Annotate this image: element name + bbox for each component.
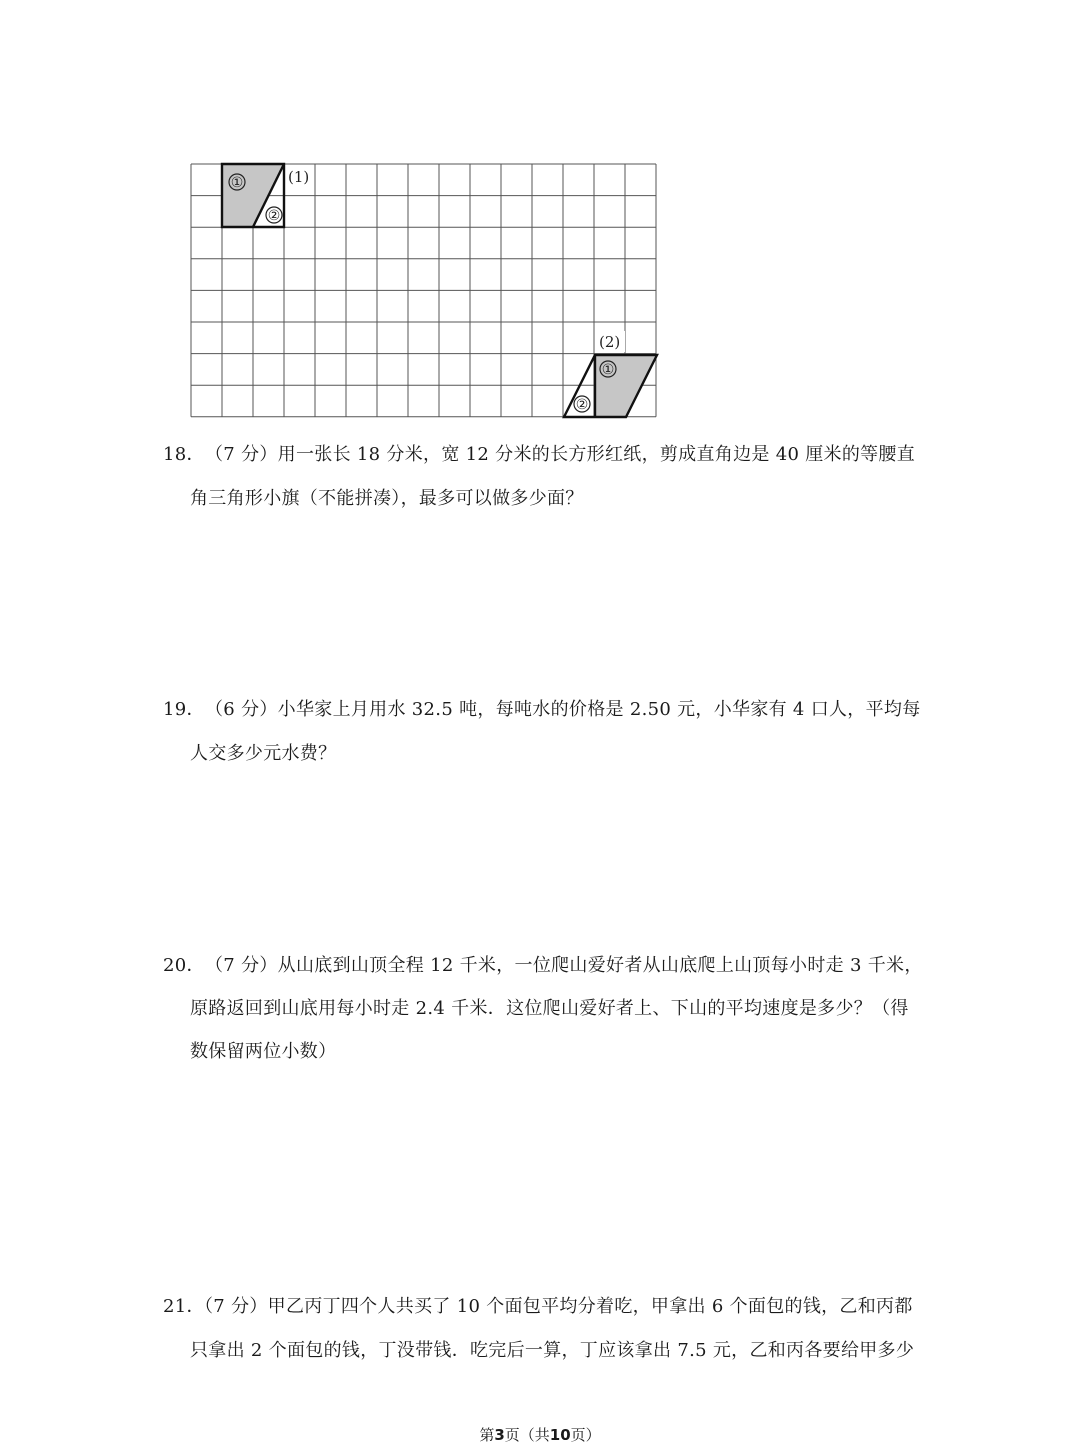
question-number: 21． (163, 1296, 205, 1317)
question-text-line: 数保留两位小数） (190, 1041, 337, 1062)
question-text-line: 人交多少元水费？ (190, 743, 337, 764)
question-number: 18． (163, 444, 205, 465)
figure-bottom-right (564, 331, 657, 417)
figure-tag-1: (1) (288, 168, 310, 186)
page-footer (0, 1424, 1080, 1445)
question-text-line: 角三角形小旗（不能拼凑），最多可以做多少面？ (190, 488, 584, 509)
footer-page-number: 3 (494, 1426, 505, 1444)
figure-tag-2: (2) (599, 333, 621, 351)
question-text-line: 只拿出 2 个面包的钱，丁没带钱．吃完后一算，丁应该拿出 7.5 元，乙和丙各要给甲多少 (190, 1340, 915, 1361)
question-text-line: （7 分）甲乙丙丁四个人共买了 10 个面包平均分着吃，甲拿出 6 个面包的钱，乙和丙都 (195, 1296, 913, 1317)
piece-1-label-b: ① (601, 362, 615, 378)
piece-2-label-b: ② (575, 397, 589, 413)
footer-suffix: 页） (570, 1426, 601, 1444)
question-number: 19． (163, 699, 205, 720)
question-number: 20． (163, 955, 205, 976)
question-text-line: （7 分）用一张长 18 分米，宽 12 分米的长方形红纸，剪成直角边是 40 厘米的等腰直 (205, 444, 916, 465)
question-text-line: （6 分）小华家上月用水 32.5 吨，每吨水的价格是 2.50 元，小华家有 4 口人，平均每 (205, 699, 921, 720)
footer-mid: 页（共 (504, 1426, 550, 1444)
piece-2-label: ② (267, 208, 281, 224)
question-text-line: （7 分）从山底到山顶全程 12 千米，一位爬山爱好者从山底爬上山顶每小时走 3 千米， (205, 955, 923, 976)
footer-total-pages: 10 (549, 1426, 571, 1444)
grid-figure (186, 160, 660, 420)
footer-prefix: 第 (479, 1426, 495, 1444)
piece-1-label: ① (230, 175, 244, 191)
question-text-line: 原路返回到山底用每小时走 2.4 千米．这位爬山爱好者上、下山的平均速度是多少？（得 (190, 998, 909, 1019)
